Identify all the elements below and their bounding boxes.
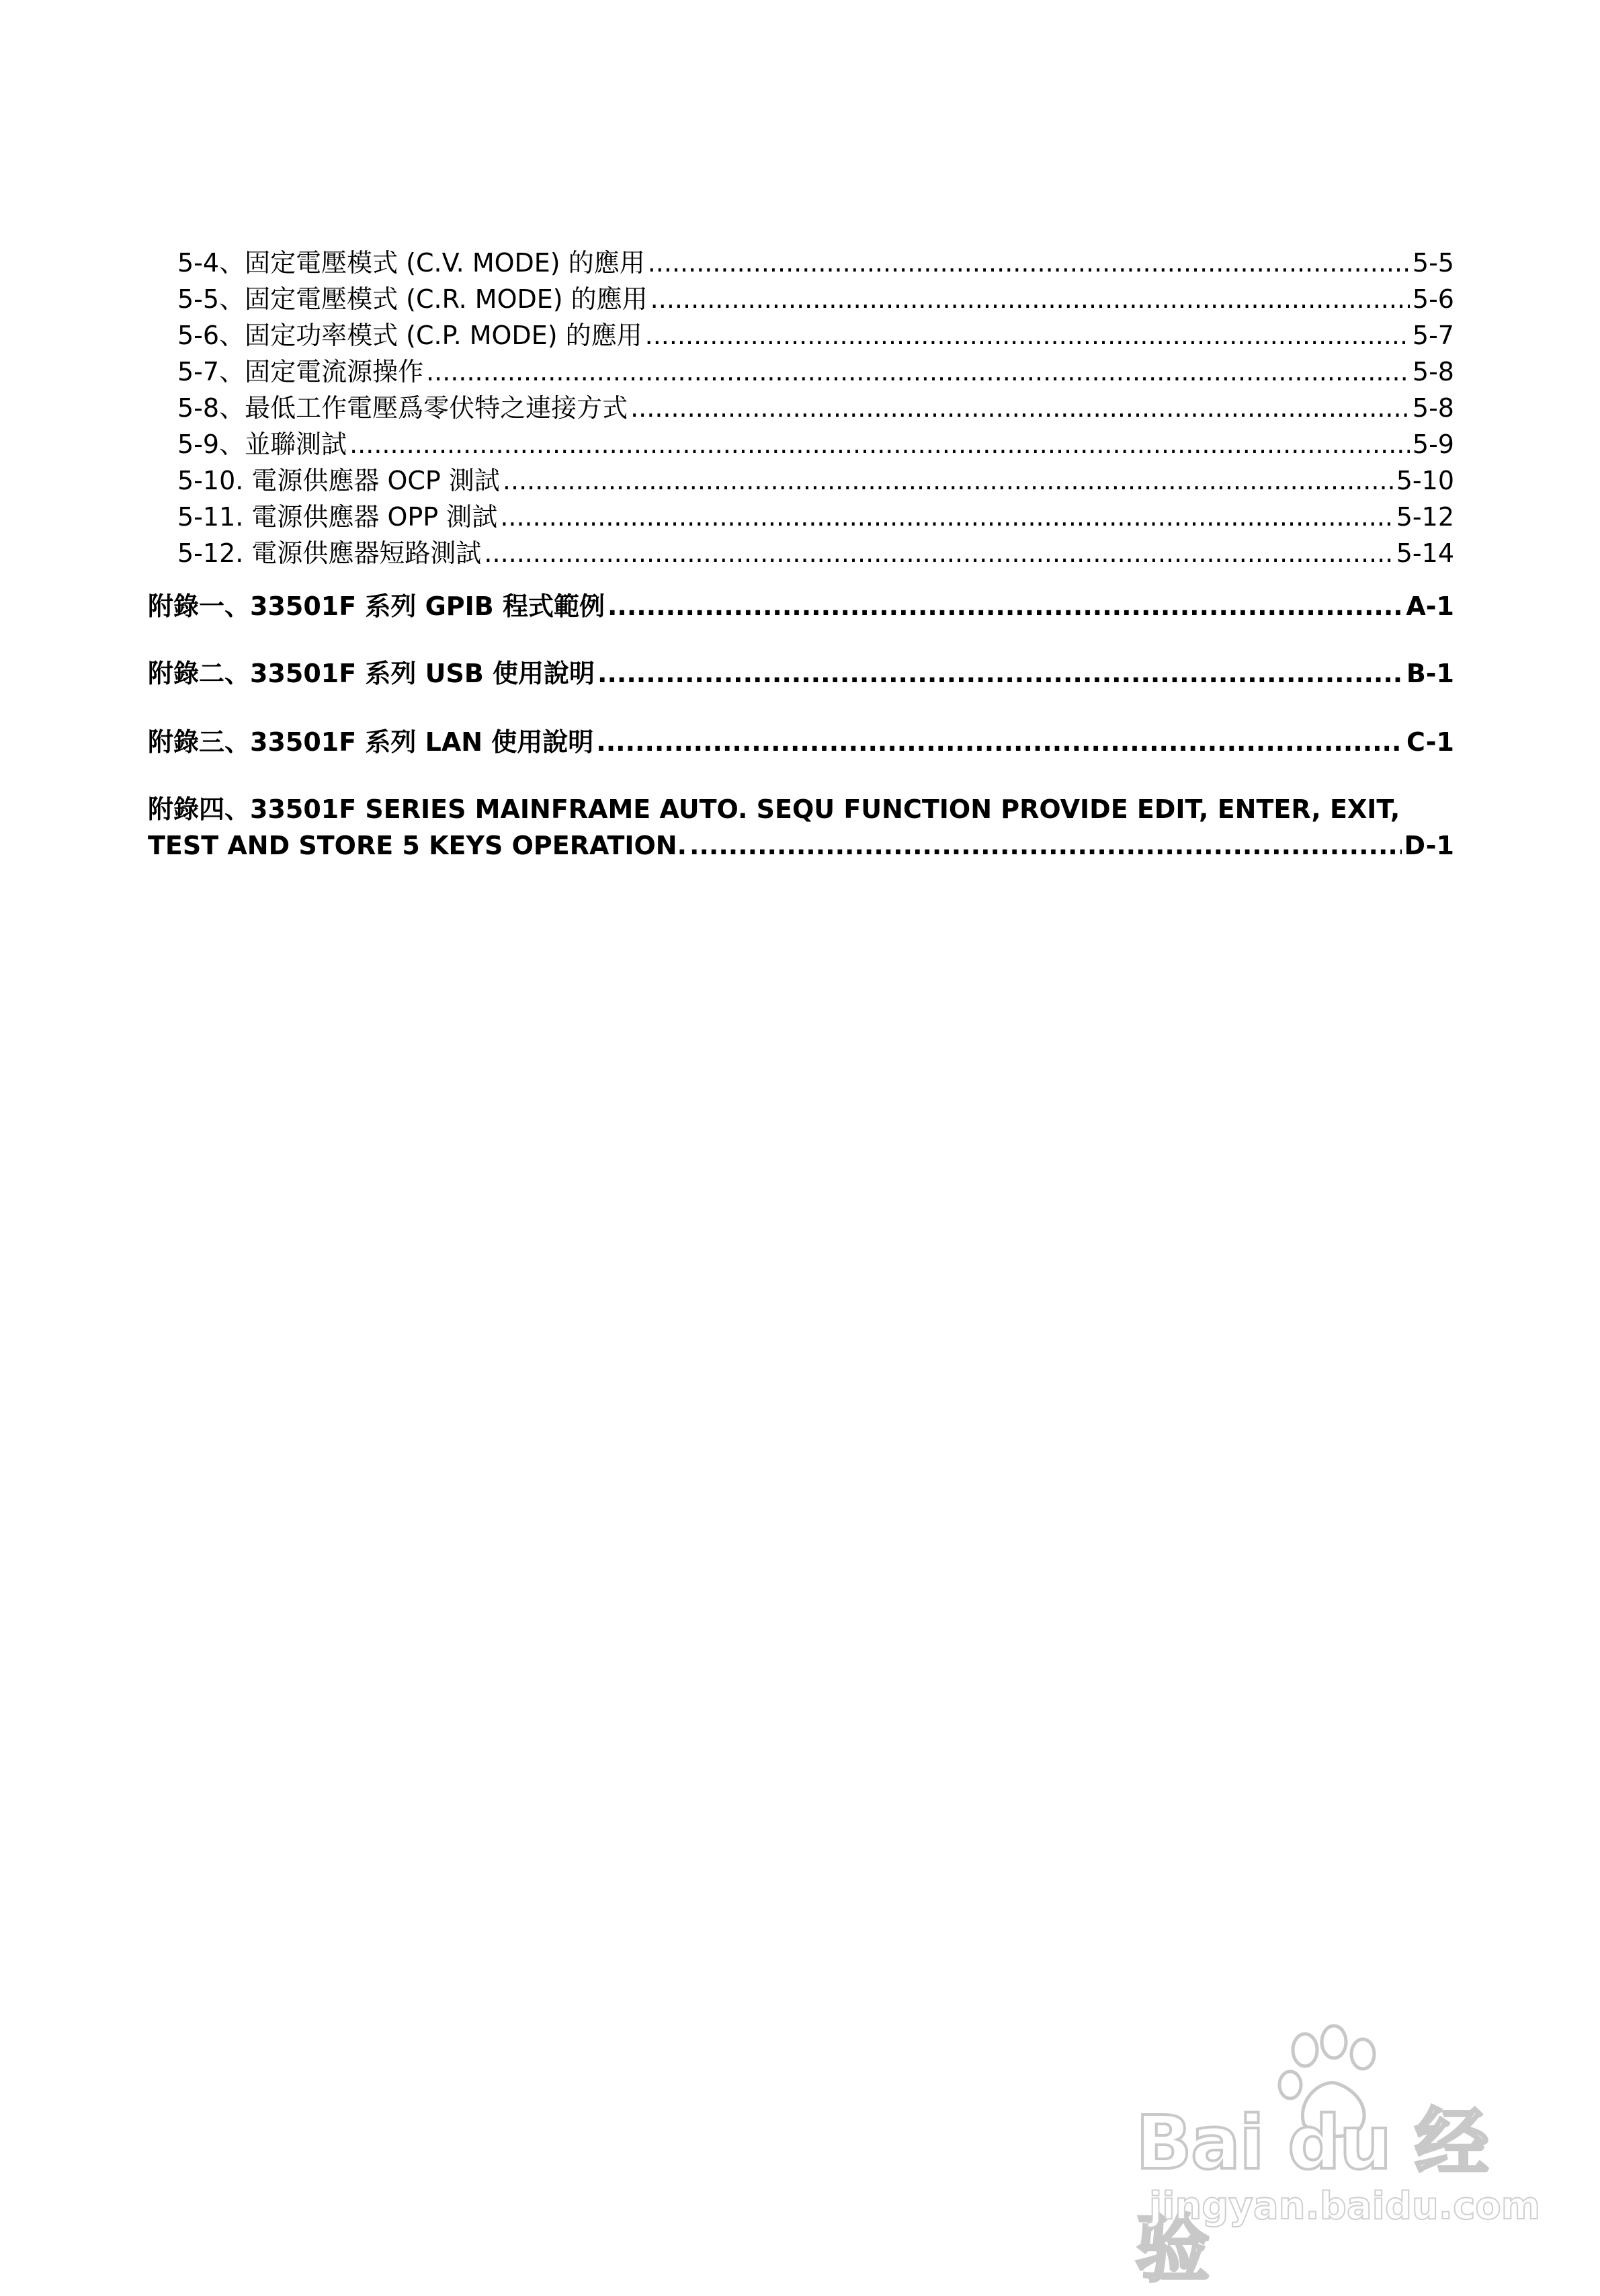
toc-entry-page: 5-14 [1396, 538, 1454, 568]
toc-entry-label: 5-4、固定電壓模式 (C.V. MODE) 的應用 [177, 248, 645, 278]
toc-entry-label: 附錄二、33501F 系列 USB 使用說明 [148, 659, 595, 688]
toc-appendix-1[interactable] [148, 589, 1454, 624]
toc-entry-label: 5-5、固定電壓模式 (C.R. MODE) 的應用 [177, 284, 648, 314]
dot-leader [630, 391, 1410, 425]
toc-entry-5-10[interactable] [177, 464, 1454, 497]
watermark-url: jingyan.baidu.com [1149, 2184, 1541, 2228]
dot-leader [500, 500, 1393, 534]
toc-appendix-4-line2[interactable] [148, 828, 1454, 863]
watermark-brand: Bai du 经验 [1136, 2100, 1488, 2292]
toc-entry-5-12[interactable] [177, 536, 1454, 570]
toc-entry-page: 5-7 [1412, 321, 1454, 350]
dot-leader [597, 656, 1404, 691]
toc-appendix-2[interactable] [148, 656, 1454, 691]
toc-appendix-3[interactable] [148, 725, 1454, 760]
toc-entry-label: 5-10. 電源供應器 OCP 測試 [177, 466, 500, 495]
toc-entry-5-11[interactable] [177, 500, 1454, 534]
dot-leader [648, 246, 1410, 280]
toc-entry-page: D-1 [1404, 831, 1454, 860]
toc-entry-page: 5-12 [1396, 502, 1454, 532]
dot-leader [484, 536, 1393, 570]
toc-entry-label: 5-12. 電源供應器短路測試 [177, 538, 482, 568]
toc-entry-page: A-1 [1406, 591, 1454, 621]
toc-entry-5-7[interactable] [177, 355, 1454, 388]
toc-entry-label: 5-7、固定電流源操作 [177, 357, 424, 386]
toc-entry-label: 5-8、最低工作電壓爲零伏特之連接方式 [177, 393, 628, 423]
dot-leader [426, 355, 1410, 388]
toc-entry-label: 5-6、固定功率模式 (C.P. MODE) 的應用 [177, 321, 642, 350]
dot-leader [349, 427, 1410, 461]
dot-leader [596, 725, 1404, 760]
toc-entry-label: TEST AND STORE 5 KEYS OPERATION. [148, 831, 687, 860]
toc-entry-page: B-1 [1406, 659, 1454, 688]
toc-entry-page: 5-8 [1412, 357, 1454, 386]
toc-entry-5-5[interactable] [177, 282, 1454, 316]
toc-entry-page: 5-6 [1412, 284, 1454, 314]
dot-leader [689, 828, 1401, 863]
toc-entry-label: 附錄一、33501F 系列 GPIB 程式範例 [148, 591, 605, 621]
toc-entry-5-8[interactable] [177, 391, 1454, 425]
toc-entry-page: 5-5 [1412, 248, 1454, 278]
toc-entry-label: 5-9、並聯測試 [177, 429, 347, 459]
dot-leader [650, 282, 1410, 316]
toc-entry-label: 附錄三、33501F 系列 LAN 使用說明 [148, 727, 594, 757]
dot-leader [503, 464, 1394, 497]
toc-appendix-4-line1[interactable]: 附錄四、33501F SERIES MAINFRAME AUTO. SEQU FUNCTION PROVIDE EDIT, ENTER, EXIT, [148, 794, 1400, 824]
toc-entry-5-6[interactable] [177, 319, 1454, 352]
dot-leader [607, 589, 1403, 624]
baidu-jingyan-watermark [1136, 2023, 1541, 2292]
toc-entry-page: 5-8 [1412, 393, 1454, 423]
toc-entry-label: 5-11. 電源供應器 OPP 測試 [177, 502, 498, 532]
dot-leader [645, 319, 1410, 352]
toc-entry-page: 5-10 [1396, 466, 1454, 495]
toc-entry-page: C-1 [1406, 727, 1454, 757]
toc-entry-5-4[interactable] [177, 246, 1454, 280]
toc-entry-5-9[interactable] [177, 427, 1454, 461]
toc-entry-page: 5-9 [1412, 429, 1454, 459]
